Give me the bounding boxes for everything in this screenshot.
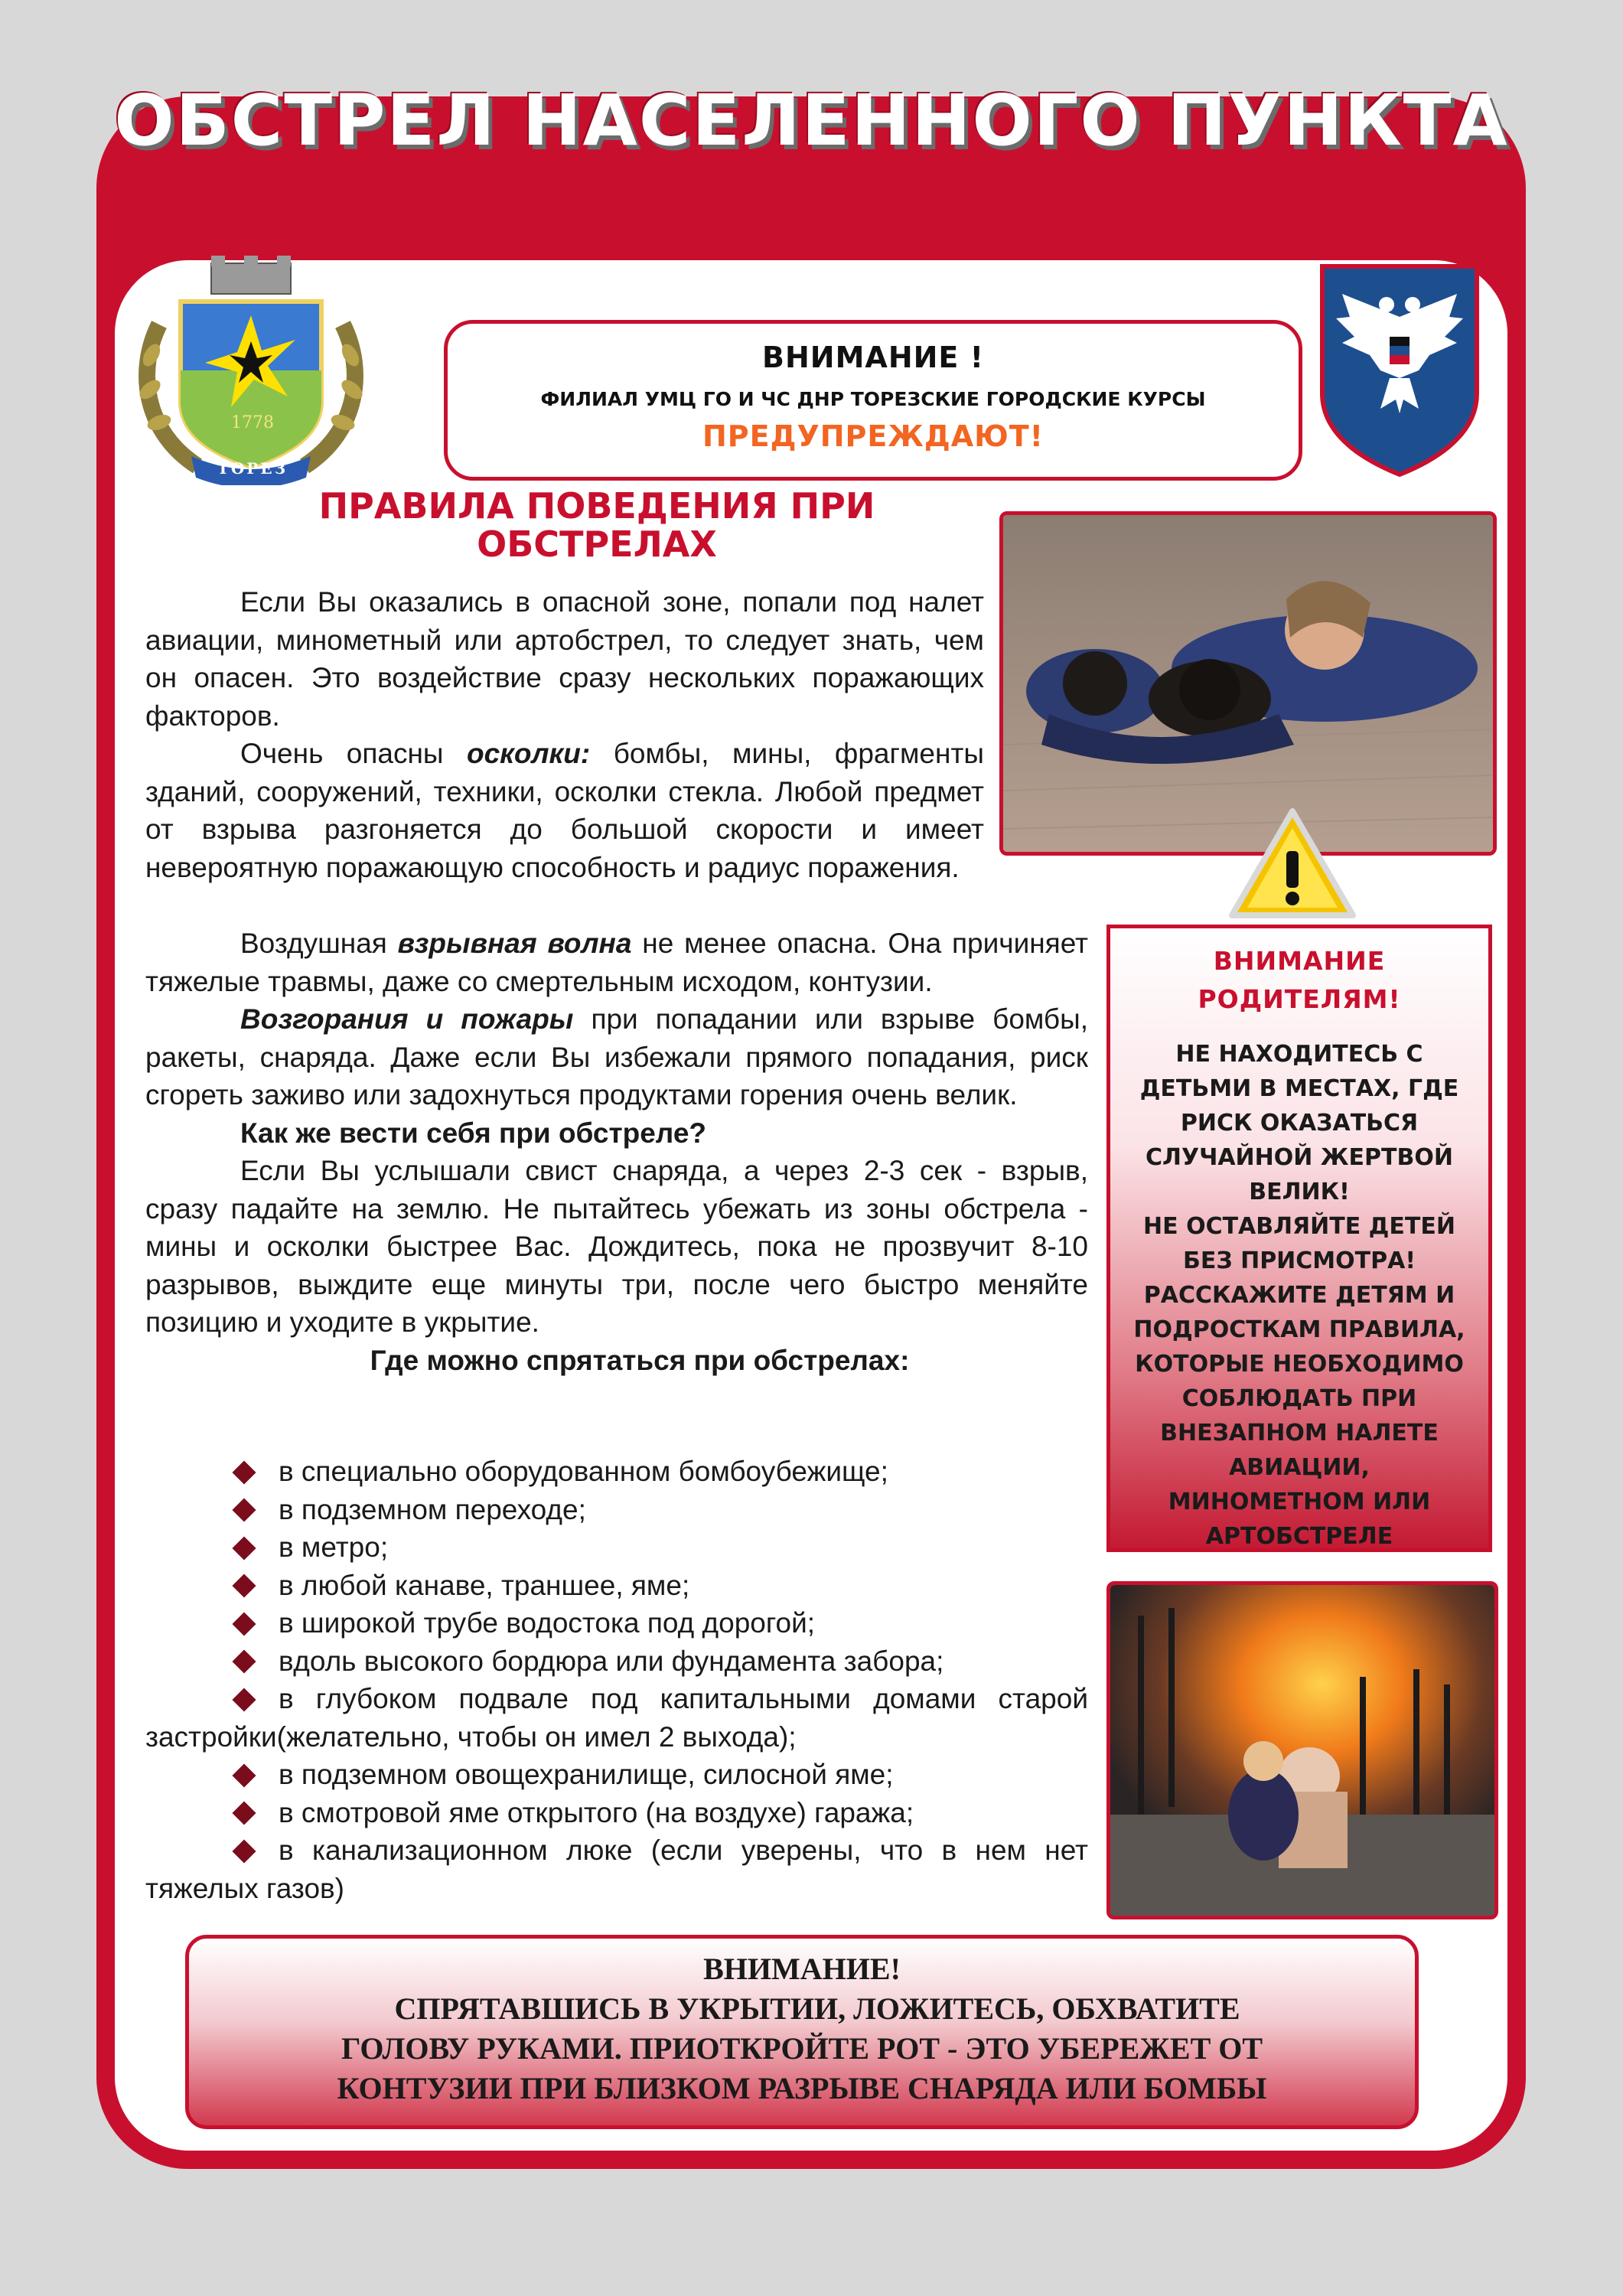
- diamond-bullet-icon: [232, 1574, 256, 1598]
- parents-warning-text: НЕ НАХОДИТЕСЬ С ДЕТЬМИ В МЕСТАХ, ГДЕ РИСК ОКАЗАТЬСЯ СЛУЧАЙНОЙ ЖЕРТВОЙ ВЕЛИК! НЕ ОСТАВЛЯЙТЕ ДЕТЕЙ БЕЗ ПРИСМОТРА! РАССКАЖИТЕ ДЕТЯМ И ПОДРОСТКАМ ПРАВИЛА, КОТОРЫЕ НЕОБХОДИМО СОБЛЮДАТЬ ПРИ ВНЕЗАПНОМ НАЛЕТЕ АВИАЦИИ, МИНОМЕТНОМ ИЛИ АРТОБСТРЕЛЕ: [1133, 1041, 1465, 1550]
- bottom-warning-line: ГОЛОВУ РУКАМИ. ПРИОТКРОЙТЕ РОТ - ЭТО УБЕРЕЖЕТ ОТ: [341, 2031, 1263, 2066]
- parents-warning-title: ВНИМАНИЕ РОДИТЕЛЯМ!: [1198, 946, 1401, 1014]
- diamond-bullet-icon: [232, 1499, 256, 1522]
- behavior-heading: Как же вести себя при обстреле?: [240, 1117, 707, 1149]
- hide-heading: Где можно спрятаться при обстрелах:: [370, 1344, 910, 1376]
- coat-of-arms-year: 1778: [231, 413, 274, 432]
- poster-title: ОБСТРЕЛ НАСЕЛЕННОГО ПУНКТА: [114, 80, 1509, 161]
- photo-people-lying-image: [1003, 515, 1493, 852]
- bottom-warning-box: [185, 1935, 1419, 2129]
- blast-emphasis: взрывная волна: [397, 928, 632, 959]
- bottom-warning-title: ВНИМАНИЕ!: [703, 1952, 901, 1986]
- diamond-bullet-icon: [232, 1612, 256, 1636]
- dnr-coat-of-arms-icon: [1319, 263, 1480, 478]
- list-item: в подземном переходе;: [145, 1491, 1088, 1529]
- rules-title: ПРАВИЛА ПОВЕДЕНИЯ ПРИ ОБСТРЕЛАХ: [318, 485, 875, 565]
- blast-post: не менее опасна. Она причиняет тяжелые травмы, даже со смертельным исходом, контузии.: [145, 928, 1089, 997]
- fires-post: при попадании или взрыве бомбы, ракеты, снаряда. Даже если Вы избежали прямого попадания, риск сгореть заживо или задохнуться продуктами горения очень велик.: [145, 1003, 1088, 1110]
- notice-warn: ПРЕДУПРЕЖДАЮТ!: [702, 419, 1044, 453]
- places-list: [145, 1453, 1088, 1907]
- notice-box: [444, 320, 1302, 481]
- coat-of-arms-town: ТОРЕЗ: [217, 459, 288, 478]
- notice-attention: ВНИМАНИЕ !: [762, 341, 984, 374]
- list-item: в метро;: [145, 1528, 1088, 1567]
- list-item: в смотровой яме открытого (на воздухе) гаража;: [145, 1794, 1088, 1832]
- warning-triangle-icon: [1227, 807, 1357, 921]
- torez-coat-of-arms-icon: [129, 256, 373, 485]
- list-item: в специально оборудованном бомбоубежище;: [145, 1453, 1088, 1491]
- fragments-emphasis: осколки:: [467, 738, 591, 769]
- bottom-warning-line: КОНТУЗИИ ПРИ БЛИЗКОМ РАЗРЫВЕ СНАРЯДА ИЛИ БОМБЫ: [337, 2071, 1267, 2105]
- list-item: вдоль высокого бордюра или фундамента забора;: [145, 1642, 1088, 1681]
- list-item: в глубоком подвале под капитальными домами старой застройки(желательно, чтобы он имел 2 выхода);: [145, 1683, 1088, 1753]
- fragments-post: бомбы, мины, фрагменты зданий, сооружений, техники, осколки стекла. Любой предмет от взрыва разгоняется до большой скорости и имеет невероятную поражающую способность и радиус поражения.: [145, 738, 984, 883]
- paragraph-danger-zone: Если Вы оказались в опасной зоне, попали под налет авиации, минометный или артобстрел, то следует знать, чем он опасен. Это воздействие сразу нескольких поражающих факторов.: [145, 586, 984, 732]
- diamond-bullet-icon: [232, 1650, 256, 1674]
- list-item: в подземном овощехранилище, силосной яме;: [145, 1756, 1088, 1794]
- list-item: в широкой трубе водостока под дорогой;: [145, 1604, 1088, 1642]
- notice-organization: ФИЛИАЛ УМЦ ГО И ЧС ДНР ТОРЕЗСКИЕ ГОРОДСКИЕ КУРСЫ: [540, 388, 1206, 410]
- diamond-bullet-icon: [232, 1763, 256, 1787]
- parents-warning-box: [1106, 925, 1492, 1552]
- paragraph-blast-wave: [145, 925, 1088, 1000]
- diamond-bullet-icon: [232, 1460, 256, 1484]
- diamond-bullet-icon: [232, 1839, 256, 1863]
- photo-fire-scene: [1106, 1581, 1498, 1919]
- photo-people-lying: [999, 511, 1497, 856]
- fragments-pre: Очень опасны: [240, 738, 467, 769]
- fires-emphasis: Возгорания и пожары: [240, 1003, 574, 1035]
- list-item: в канализационном люке (если уверены, что в нем нет тяжелых газов): [145, 1835, 1088, 1904]
- intro-text: [145, 583, 984, 886]
- list-item: в любой канаве, траншее, яме;: [145, 1567, 1088, 1605]
- diamond-bullet-icon: [232, 1688, 256, 1711]
- places-list-block: [145, 1453, 1088, 1907]
- photo-fire-scene-image: [1110, 1585, 1494, 1916]
- diamond-bullet-icon: [232, 1802, 256, 1825]
- diamond-bullet-icon: [232, 1536, 256, 1560]
- bottom-warning-line: СПРЯТАВШИСЬ В УКРЫТИИ, ЛОЖИТЕСЬ, ОБХВАТИТЕ: [394, 1991, 1240, 2026]
- blast-pre: Воздушная: [240, 928, 398, 959]
- paragraph-behavior: Если Вы услышали свист снаряда, а через 2-3 сек - взрыв, сразу падайте на землю. Не пытайтесь убежать из зоны обстрела - мины и осколки быстрее Вас. Дождитесь, пока не прозвучит 8-10 разрывов, выждите еще минуты три, после чего быстро меняйте позицию и уходите в укрытие.: [145, 1155, 1088, 1338]
- paragraph-fires: [145, 1000, 1088, 1114]
- main-text: [145, 925, 1088, 1379]
- paragraph-fragments: [145, 735, 984, 886]
